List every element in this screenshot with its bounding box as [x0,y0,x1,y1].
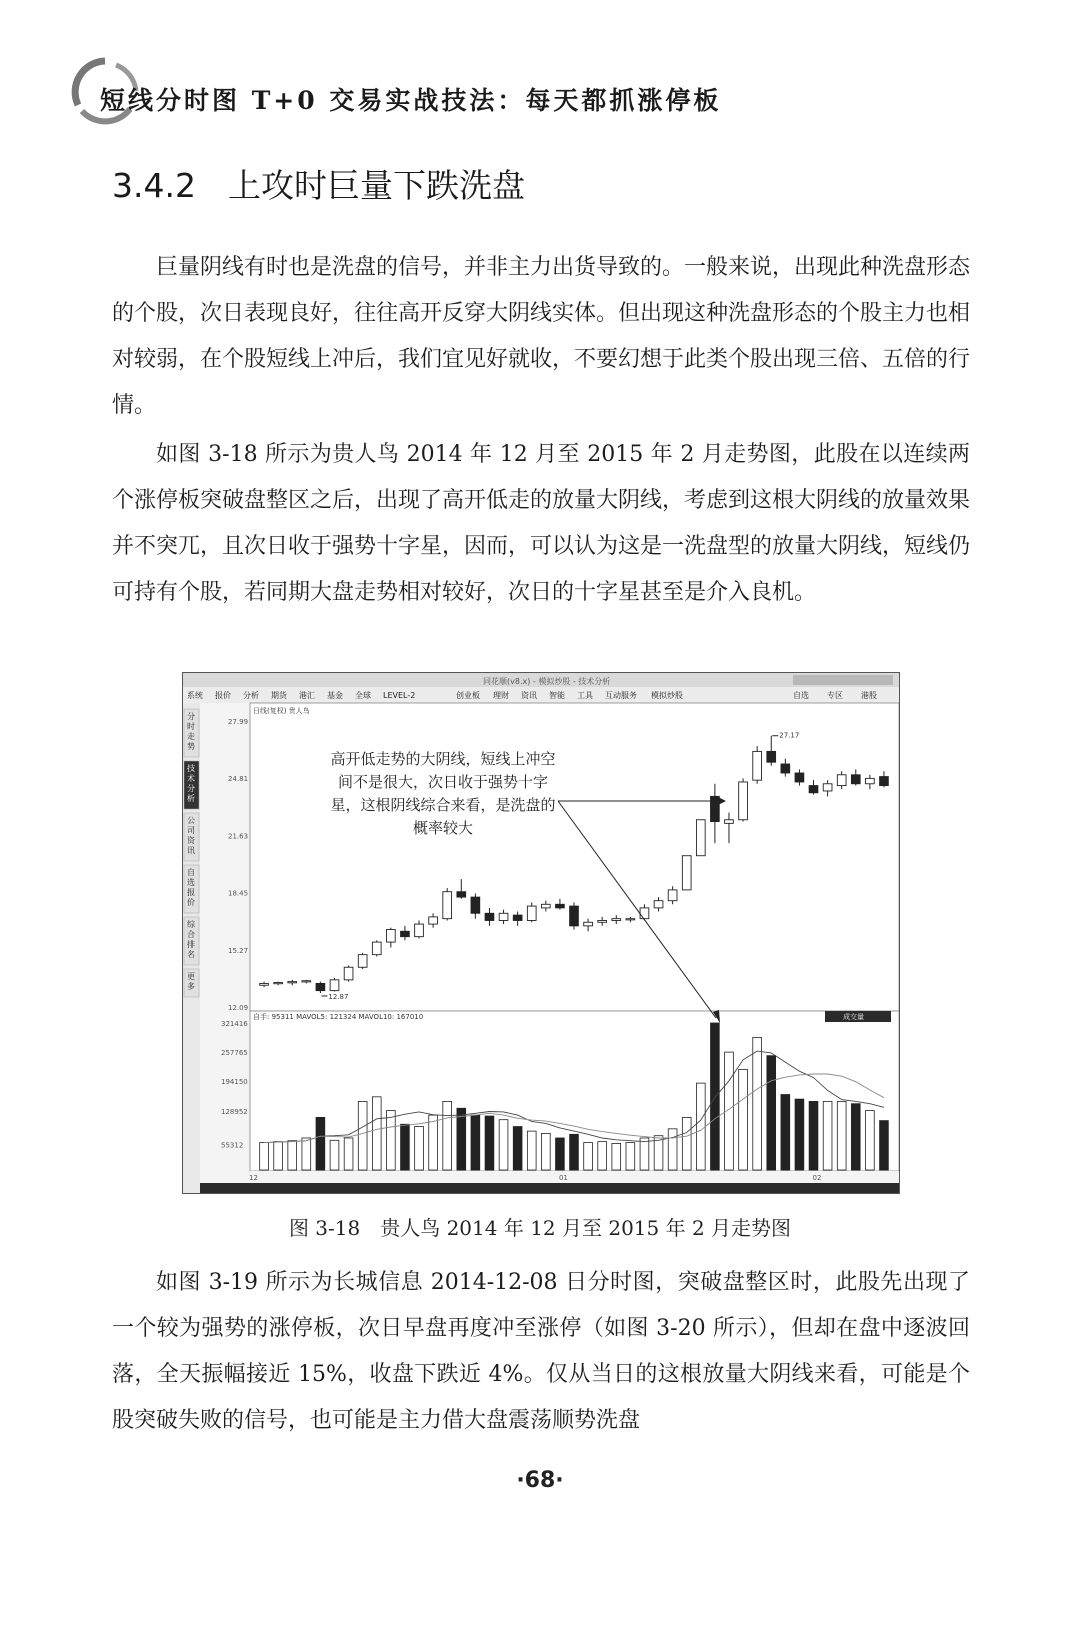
candle-up [584,922,593,926]
candle-up [443,892,452,919]
volume-bar-up [640,1138,649,1170]
menu-item[interactable]: 系统 [187,691,203,700]
side-tab-char: 综 [187,920,195,929]
month-label: 02 [812,1174,822,1182]
candle-up [386,929,395,942]
candle-up [260,983,269,985]
candle-up [654,901,663,908]
side-tab-char: 更 [187,972,195,981]
volume-bar-up [865,1111,874,1170]
candle-up [344,967,353,980]
candle-up [274,983,283,984]
paragraph-3: 如图 3-19 所示为长城信息 2014-12-08 日分时图，突破盘整区时，此股先出现了一个较为强势的涨停板，次日早盘再度冲至涨停（如图 3-20 所示），但却在盘中逐波回落，全天振幅接近 15%，收盘下跌近 4%。仅从当日的这根放量大阴线来看，可能是个股突破失败的信号，也可能是主力借大盘震荡顺势洗盘 [112,1270,970,1433]
candle-up [415,924,424,937]
side-tab-char: 自 [187,868,195,877]
volume-bar-down [880,1121,889,1170]
side-tab-char: 分 [187,712,195,721]
side-tab-char: 报 [187,888,195,897]
volume-bar-up [415,1127,424,1170]
volume-bar-up [302,1138,311,1170]
side-tab-char: 排 [187,940,195,949]
candle-up [288,982,297,983]
side-tab-char: 讯 [187,846,195,855]
side-tab-char: 公 [187,816,195,825]
menu-item[interactable]: LEVEL-2 [383,691,416,700]
month-label: 12 [249,1174,258,1182]
volume-bar-up [584,1143,593,1170]
volume-tick-label: 55312 [221,1141,244,1150]
section-number: 3.4.2 [112,166,196,205]
candle-down [513,915,522,920]
volume-bar-up [386,1111,395,1170]
figure-caption: 图 3-18 贵人鸟 2014 年 12 月至 2015 年 2 月走势图 [288,1216,792,1240]
volume-bar-up [823,1101,832,1170]
volume-bar-up [837,1101,846,1170]
volume-bar-up [344,1138,353,1170]
volume-indicator-label: 成交量 [843,1013,864,1021]
volume-bar-down [316,1117,325,1170]
menu-right-item[interactable]: 自选 [793,691,809,700]
candle-down [556,904,565,908]
menu-item[interactable]: 理财 [493,691,509,700]
volume-tick-label: 321416 [221,1020,248,1028]
menu-item[interactable]: 模拟炒股 [651,691,683,700]
menu-item[interactable]: 基金 [327,691,343,700]
volume-bar-down [401,1124,410,1170]
volume-bar-up [626,1143,635,1170]
price-tick-label: 18.45 [228,889,249,898]
volume-bar-up [429,1115,438,1170]
annotation-text: 高开低走势的大阴线，短线上冲空间不是很大，次日收于强势十字星，这根阴线综合来看，是洗盘的概率较大 [330,750,556,837]
volume-bar-up [696,1083,705,1170]
candle-up [837,775,846,786]
side-tab-char: 术 [187,774,195,783]
app-title: 同花顺(v8.x) - 模拟炒股 - 技术分析 [483,677,611,686]
side-tab-char: 析 [187,794,195,803]
candle-down [767,751,776,762]
volume-bar-down [711,1023,720,1170]
candle-up [753,751,762,780]
volume-bar-up [288,1141,297,1170]
candle-up [330,980,339,991]
side-tab-char: 多 [187,982,195,991]
candle-up [626,919,635,920]
candle-down [485,913,494,920]
volume-bar-up [527,1131,536,1170]
candle-up [302,981,311,982]
section-title: 上攻时巨量下跌洗盘 [227,166,525,205]
side-tab-char: 势 [187,742,195,751]
volume-bar-down [767,1056,776,1170]
candle-down [457,892,466,897]
menu-item[interactable]: 创业板 [456,691,480,700]
volume-bar-up [260,1143,269,1170]
price-tick-label: 24.81 [228,775,249,784]
candle-down [781,764,790,773]
menu-item[interactable]: 互动服务 [605,691,637,700]
stock-chart-svg [183,673,899,1193]
volume-bar-down [513,1127,522,1170]
candle-up [598,920,607,922]
side-tab-char: 技 [187,764,195,773]
candle-up [499,913,508,920]
candle-down [880,777,889,786]
candle-up [696,820,705,856]
menu-item[interactable]: 港汇 [299,691,315,700]
paragraph-1: 巨量阴线有时也是洗盘的信号，并非主力出货导致的。一般来说，出现此种洗盘形态的个股，次日表现良好，往往高开反穿大阴线实体。但出现这种洗盘形态的个股主力也相对较弱，在个股短线上冲后，我们宜见好就收，不要幻想于此类个股出现三倍、五倍的行情。 [112,255,971,418]
volume-bar-down [471,1115,480,1170]
candle-down [851,775,860,784]
volume-bar-down [851,1104,860,1170]
menu-item[interactable]: 分析 [243,691,259,700]
stock-label: 日线(复权) 贵人鸟 [253,707,310,715]
menu-item[interactable]: 资讯 [521,691,537,700]
volume-bar-up [598,1142,607,1170]
volume-bar-up [358,1101,367,1170]
side-tab-char: 时 [187,722,195,731]
side-tab-char: 合 [187,930,195,939]
price-tick-label: 12.09 [228,1004,249,1012]
candle-up [668,890,677,901]
candle-down [316,983,325,990]
menu-item[interactable]: 智能 [549,691,565,700]
candle-up [358,955,367,968]
side-tab-char: 价 [187,898,195,907]
candle-up [865,778,874,783]
volume-label: 自手: 95311 MAVOL5: 121324 MAVOL10: 167010 [253,1013,424,1021]
menu-right-item[interactable]: 专区 [827,691,843,700]
volume-bar-up [668,1129,677,1170]
side-tab-char: 分 [187,784,195,793]
side-tab-char: 走 [187,732,195,741]
page-header [70,55,1030,135]
volume-bar-up [541,1133,550,1170]
price-tick-label: 15.27 [228,946,249,955]
menu-right-item[interactable]: 港股 [861,691,877,700]
volume-tick-label: 128952 [221,1108,248,1117]
volume-bar-down [809,1101,818,1170]
volume-bar-up [274,1142,283,1170]
page-number: ·68· [516,1468,564,1493]
candle-up [739,782,748,820]
candle-up [823,784,832,791]
volume-tick-label: 194150 [221,1078,248,1087]
menu-item[interactable]: 全球 [355,691,371,700]
volume-bar-down [570,1134,579,1170]
candle-up [640,908,649,919]
candle-up [372,942,381,955]
candle-up [429,917,438,924]
candle-down [570,906,579,926]
book-title: 短线分时图 T+0 交易实战技法：每天都抓涨停板 [100,86,722,115]
menu-item[interactable]: 期货 [271,691,287,700]
candle-down [795,773,804,782]
low-price-label: 12.87 [328,992,349,1001]
volume-bar-up [682,1117,691,1170]
side-tab-char: 名 [187,950,195,959]
stock-chart-figure [182,672,900,1194]
month-label: 01 [558,1174,568,1182]
volume-bar-down [556,1138,565,1170]
candle-down [471,897,480,913]
volume-bar-down [485,1116,494,1170]
candle-down [401,931,410,936]
section-heading [112,160,525,207]
candle-down [711,796,720,821]
window-controls[interactable] [793,675,893,685]
date-axis [250,1171,899,1183]
candle-up [541,904,550,908]
candle-down [809,786,818,793]
volume-bar-up [443,1101,452,1170]
volume-bar-up [372,1097,381,1170]
menu-bar [183,687,899,703]
candle-up [725,820,734,824]
volume-bar-up [330,1140,339,1170]
candle-up [527,906,536,920]
candle-up [682,856,691,890]
volume-tick-label: 257765 [221,1049,248,1058]
side-tabs [184,709,199,997]
side-tab-char: 选 [187,878,195,887]
volume-bar-down [781,1095,790,1170]
menu-item[interactable]: 工具 [577,691,593,700]
volume-bar-up [612,1143,621,1170]
volume-bar-up [739,1069,748,1170]
side-tab-char: 资 [187,836,195,845]
price-tick-label: 27.99 [228,718,249,726]
volume-bar-up [753,1037,762,1170]
volume-bar-down [457,1108,466,1170]
volume-bar-up [499,1120,508,1170]
menu-item[interactable]: 报价 [215,691,231,700]
side-tab-char: 司 [187,826,195,835]
candle-up [612,919,621,921]
paragraph-2: 如图 3-18 所示为贵人鸟 2014 年 12 月至 2015 年 2 月走势图，此股在以连续两个涨停板突破盘整区之后，出现了高开低走的放量大阴线，考虑到这根大阴线的放量效果并不突兀，且次日收于强势十字星，因而，可以认为这是一洗盘型的放量大阴线，短线仍可持有个股，若同期大盘走势相对较好，次日的十字星甚至是介入良机。 [112,442,971,605]
high-price-label: 27.17 [779,731,800,740]
volume-bar-down [795,1099,804,1170]
price-tick-label: 21.63 [228,832,249,841]
